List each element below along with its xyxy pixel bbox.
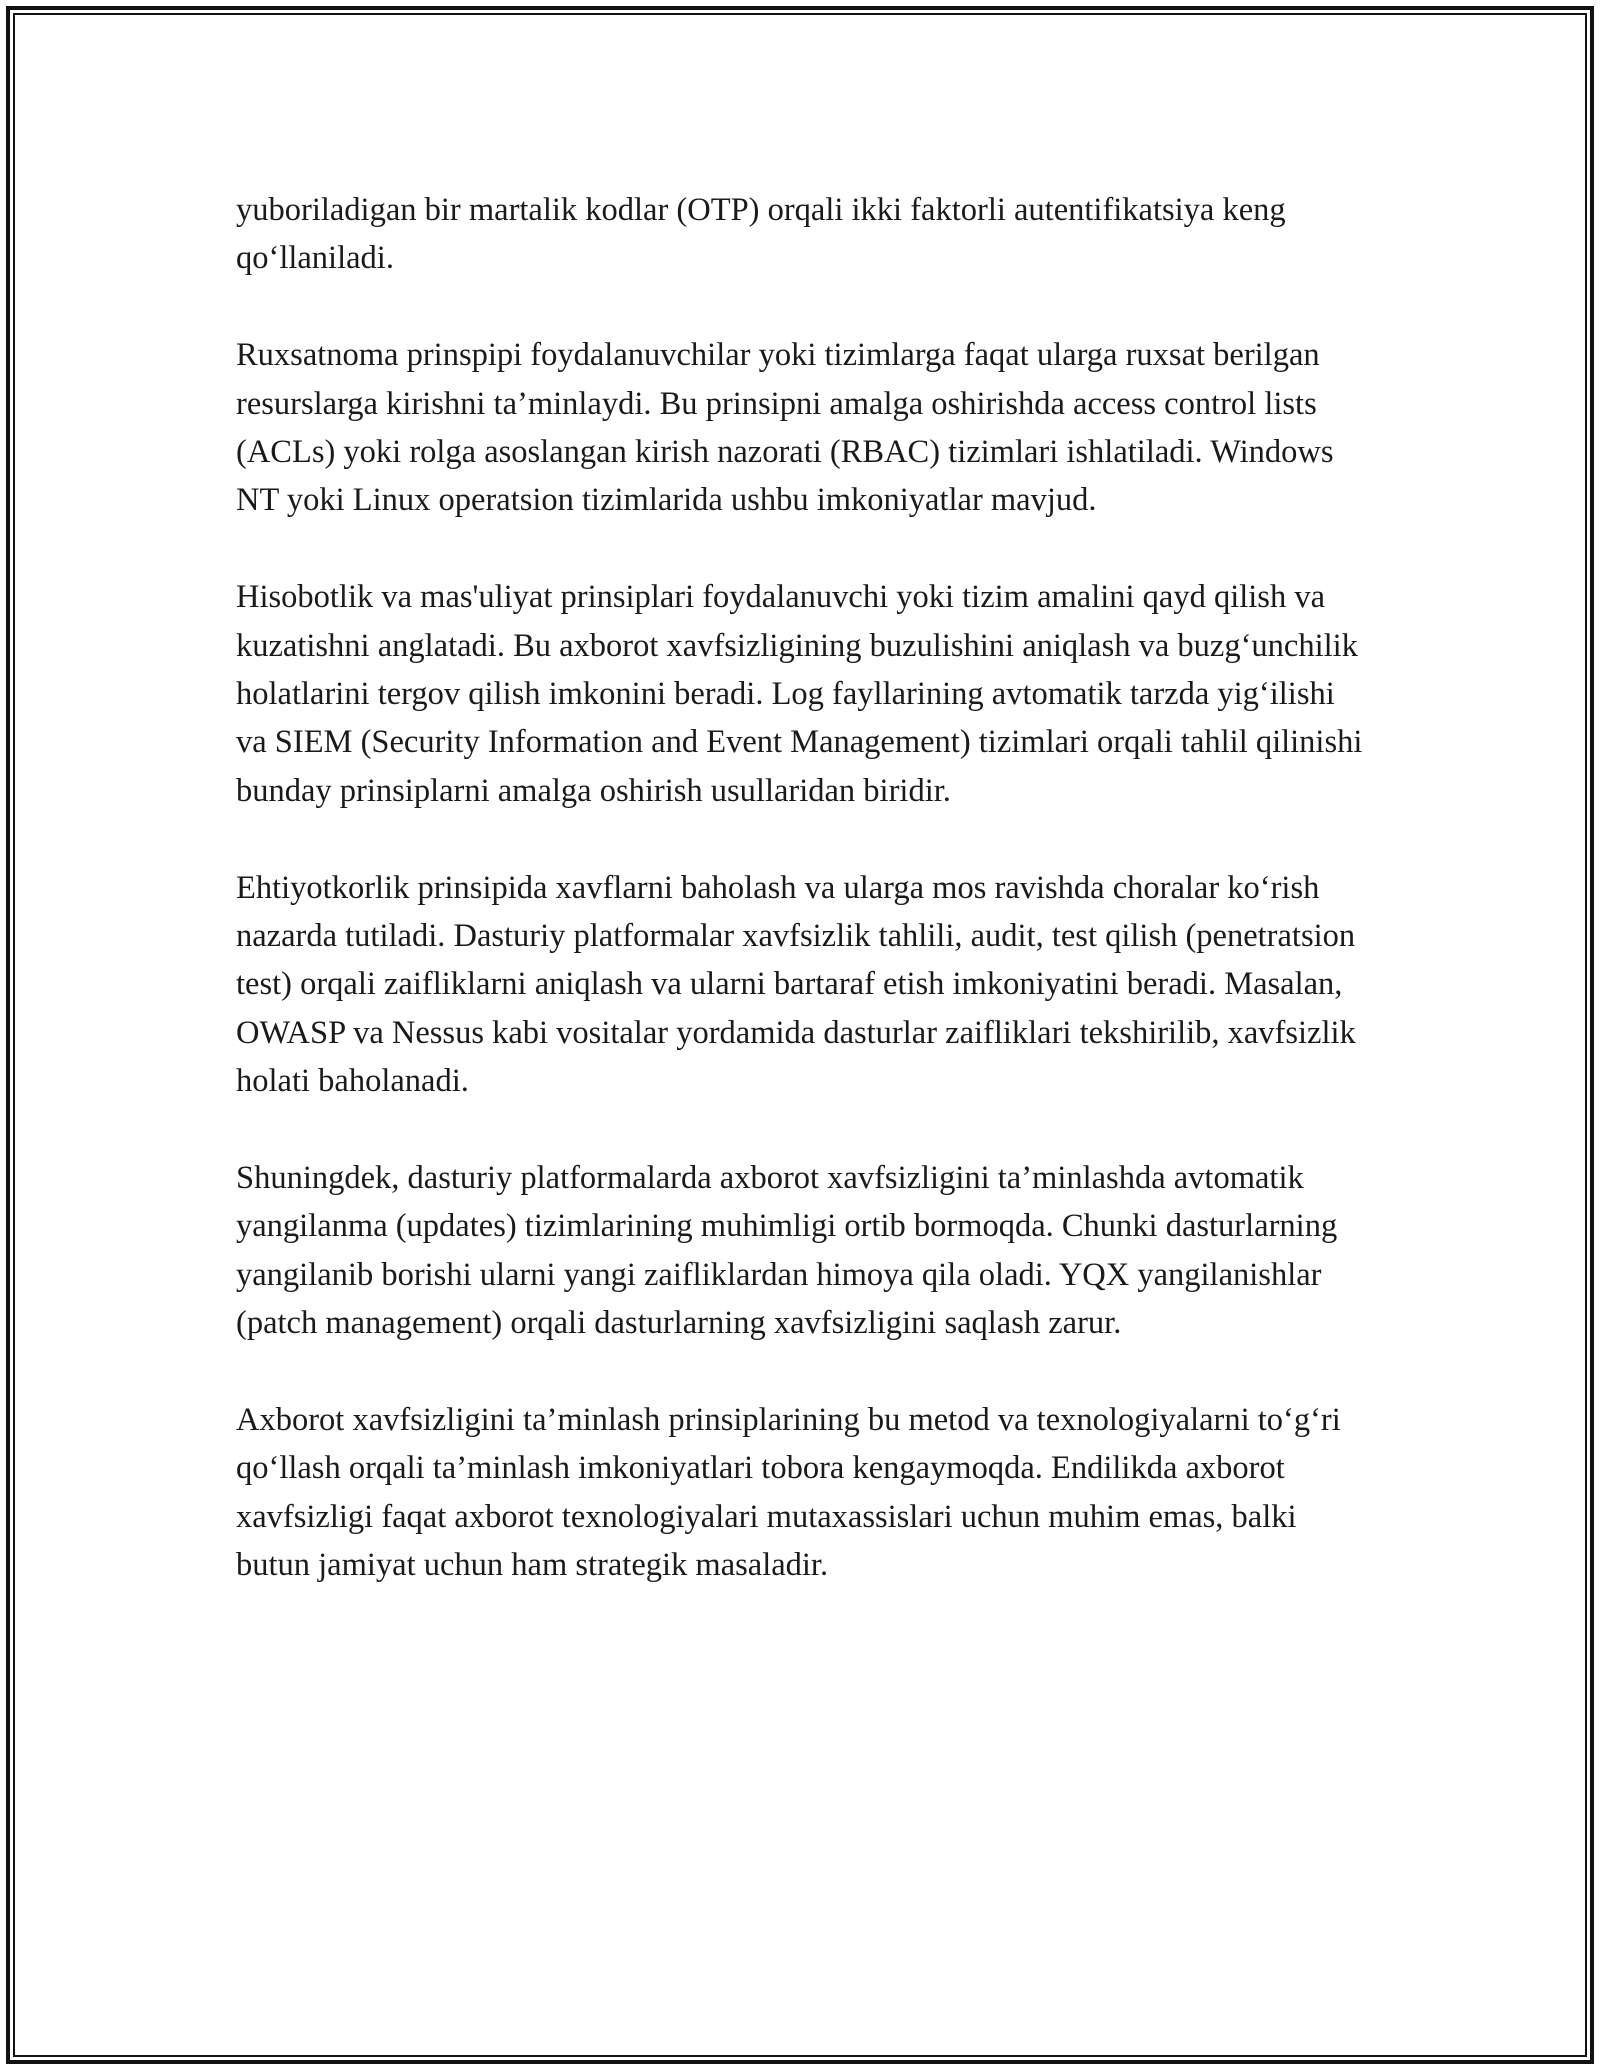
paragraph-conclusion: Axborot xavfsizligini ta’minlash prinsiplarining bu metod va texnologiyalarni to‘g‘ri qo‘llash orqali ta’minlash imkoniyatlari tobora kengaymoqda. Endilikda axborot xavfsizligi faqat axborot texnologiyalari mutaxassislari uchun muhim emas, balki butun jamiyat uchun ham strategik masaladir. [236, 1402, 1341, 1584]
document-body [236, 186, 1366, 1590]
paragraph-otp-continuation: yuboriladigan bir martalik kodlar (OTP) orqali ikki faktorli autentifikatsiya keng qo‘llaniladi. [236, 192, 1286, 277]
paragraph-precaution-principle: Ehtiyotkorlik prinsipida xavflarni baholash va ularga mos ravishda choralar ko‘rish nazarda tutiladi. Dasturiy platformalar xavfsizlik tahlili, audit, test qilish (penetratsion test) orqali zaifliklarni aniqlash va ularni bartaraf etish imkoniyatini beradi. Masalan, OWASP va Nessus kabi vositalar yordamida dasturlar zaifliklari tekshirilib, xavfsizlik holati baholanadi. [236, 869, 1356, 1100]
paragraph-automatic-updates: Shuningdek, dasturiy platformalarda axborot xavfsizligini ta’minlashda avtomatik yangilanma (updates) tizimlarining muhimligi ortib bormoqda. Chunki dasturlarning yangilanib borishi ularni yangi zaifliklardan himoya qila oladi. YQX yangilanishlar (patch management) orqali dasturlarning xavfsizligini saqlash zarur. [236, 1160, 1338, 1342]
paragraph-authorization-principle: Ruxsatnoma prinspipi foydalanuvchilar yoki tizimlarga faqat ularga ruxsat berilgan resurslarga kirishni ta’minlaydi. Bu prinsipni amalga oshirishda access control lists (ACLs) yoki rolga asoslangan kirish nazorati (RBAC) tizimlari ishlatiladi. Windows NT yoki Linux operatsion tizimlarida ushbu imkoniyatlar mavjud. [236, 337, 1334, 519]
paragraph-accountability-principle: Hisobotlik va mas'uliyat prinsiplari foydalanuvchi yoki tizim amalini qayd qilish va kuzatishni anglatadi. Bu axborot xavfsizligining buzulishini aniqlash va buzg‘unchilik holatlarini tergov qilish imkonini beradi. Log fayllarining avtomatik tarzda yig‘ilishi va SIEM (Security Information and Event Management) tizimlari orqali tahlil qilinishi bunday prinsiplarni amalga oshirish usullaridan biridir. [236, 579, 1363, 809]
